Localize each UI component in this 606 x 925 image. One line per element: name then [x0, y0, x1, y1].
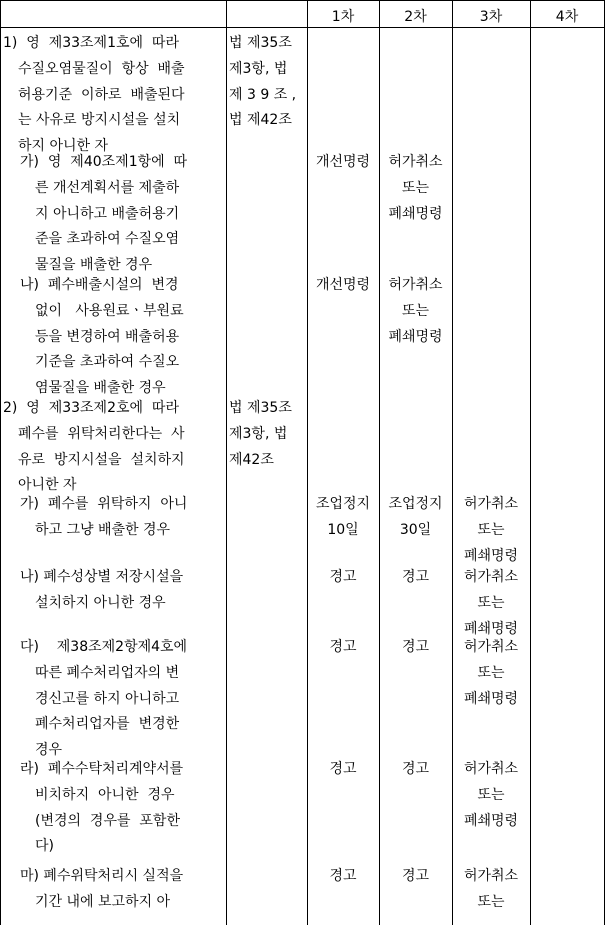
- violation-text: 수질오염물질이 항상 배출: [18, 60, 185, 77]
- violation-text: 라) 폐수수탁처리계약서를: [20, 761, 184, 777]
- violation-text: 설치하지 아니한 경우: [35, 594, 166, 611]
- penalty-p2-text: 허가취소: [388, 277, 443, 293]
- violation-text: 른 개선계획서를 제출하: [35, 179, 180, 196]
- violation-text: 따른 폐수처리업자의 변: [35, 664, 180, 681]
- violation-text: 등을 변경하여 배출허용: [35, 328, 180, 345]
- violation-text: 기간 내에 보고하지 아: [35, 893, 171, 910]
- penalty-p2-text: 폐쇄명령: [388, 205, 443, 222]
- penalty-p1-text: 조업정지: [315, 496, 371, 512]
- penalty-p3-text: 허가취소: [463, 761, 519, 777]
- table-border-right: [604, 0, 605, 925]
- penalty-p2-text: 조업정지: [388, 496, 443, 512]
- penalty-p2-text: 또는: [401, 179, 430, 196]
- penalty-p2-text: 경고: [401, 569, 430, 585]
- violation-text: 염물질을 배출한 경우: [35, 380, 166, 397]
- penalty-p3-text: 허가취소: [463, 868, 519, 884]
- penalty-p3-text: 또는: [477, 893, 505, 910]
- penalty-p1-text: 경고: [329, 569, 357, 585]
- penalty-p1-text: 경고: [329, 868, 357, 884]
- violation-text: 유로 방지시설을 설치하지: [18, 451, 185, 468]
- violation-text: 하고 그냥 배출한 경우: [35, 521, 171, 538]
- violation-text: 다) 제38조제2항제4호에: [20, 639, 188, 655]
- penalty-p1-text: 개선명령: [315, 154, 371, 170]
- legal-basis-text: 제3항, 법: [229, 60, 288, 77]
- penalty-p2-text: 경고: [401, 639, 430, 655]
- penalty-p3-text: 허가취소: [463, 639, 519, 655]
- violation-text: 하지 아니한 자: [18, 138, 109, 155]
- header-col-2: 2차: [404, 9, 427, 25]
- violation-text: 다): [35, 838, 54, 855]
- column-divider: [452, 0, 453, 925]
- violation-text: 나) 폐수성상별 저장시설을: [20, 569, 184, 585]
- header-col-4: 4차: [555, 9, 579, 25]
- violation-text: 폐수를 위탁처리한다는 사: [18, 425, 185, 442]
- violation-text: 기준을 초과하여 수질오: [35, 354, 180, 371]
- penalty-p1-text: 개선명령: [315, 277, 371, 293]
- penalty-p3-text: 또는: [477, 786, 505, 803]
- penalty-p1-text: 경고: [329, 761, 357, 777]
- penalty-p2-text: 허가취소: [388, 154, 443, 170]
- violation-text: 마) 폐수위탁처리시 실적을: [20, 868, 184, 884]
- penalty-p2-text: 또는: [401, 302, 430, 319]
- penalty-p1-text: 10일: [327, 521, 359, 538]
- legal-basis-text: 제42조: [229, 451, 274, 468]
- penalty-p2-text: 폐쇄명령: [388, 328, 443, 345]
- violation-text: 폐수처리업자를 변경한: [35, 716, 180, 733]
- legal-basis-text: 제 3 9 조 ,: [229, 86, 297, 103]
- penalty-p3-text: 또는: [477, 521, 505, 538]
- violation-text: 나) 폐수배출시설의 변경: [20, 277, 179, 293]
- legal-basis-text: 법 제42조: [229, 112, 292, 129]
- penalty-p2-text: 경고: [401, 761, 430, 777]
- violation-text: 지 아니하고 배출허용기: [35, 205, 180, 222]
- penalty-p3-text: 또는: [477, 664, 505, 681]
- violation-text: 없이 사용원료ㆍ부원료: [35, 302, 184, 319]
- table-border-top: [0, 0, 605, 1]
- penalty-p3-text: 폐쇄명령: [463, 690, 519, 707]
- penalty-p3-text: 또는: [477, 594, 505, 611]
- column-divider: [307, 0, 308, 925]
- legal-basis-text: 제3항, 법: [229, 425, 288, 442]
- violation-text: 2) 영 제33조제2호에 따라: [3, 400, 179, 416]
- penalty-p3-text: 폐쇄명령: [463, 547, 519, 564]
- penalty-p2-text: 30일: [399, 521, 432, 538]
- violation-text: 경신고를 하지 아니하고: [35, 690, 180, 707]
- penalty-p3-text: 폐쇄명령: [463, 620, 519, 637]
- violation-text: 준을 초과하여 수질오염: [35, 231, 180, 248]
- violation-text: 는 사유로 방지시설을 설치: [18, 112, 181, 129]
- penalty-p3-text: 허가취소: [463, 496, 519, 512]
- column-divider: [226, 0, 227, 925]
- legal-basis-text: 법 제35조: [229, 35, 292, 51]
- column-divider: [530, 0, 531, 925]
- violation-text: 가) 영 제40조제1항에 따: [20, 154, 188, 170]
- violation-text: 가) 폐수를 위탁하지 아니: [20, 496, 188, 512]
- violation-text: 1) 영 제33조제1호에 따라: [3, 35, 179, 51]
- table-border-left: [0, 0, 1, 925]
- column-divider: [379, 0, 380, 925]
- violation-text: 허용기준 이하로 배출된다: [18, 86, 185, 103]
- violation-text: 물질을 배출한 경우: [35, 257, 153, 274]
- header-col-3: 3차: [479, 9, 503, 25]
- penalty-p2-text: 경고: [401, 868, 430, 884]
- violation-text: 경우: [35, 742, 63, 759]
- penalty-p1-text: 경고: [329, 639, 357, 655]
- header-divider: [0, 27, 605, 28]
- penalty-p3-text: 폐쇄명령: [463, 812, 519, 829]
- header-col-1: 1차: [331, 9, 355, 25]
- legal-basis-text: 법 제35조: [229, 400, 292, 416]
- violation-text: 비치하지 아니한 경우: [35, 786, 175, 803]
- violation-text: 아니한 자: [18, 477, 77, 494]
- penalty-p3-text: 허가취소: [463, 569, 519, 585]
- violation-text: (변경의 경우를 포함한: [35, 812, 180, 829]
